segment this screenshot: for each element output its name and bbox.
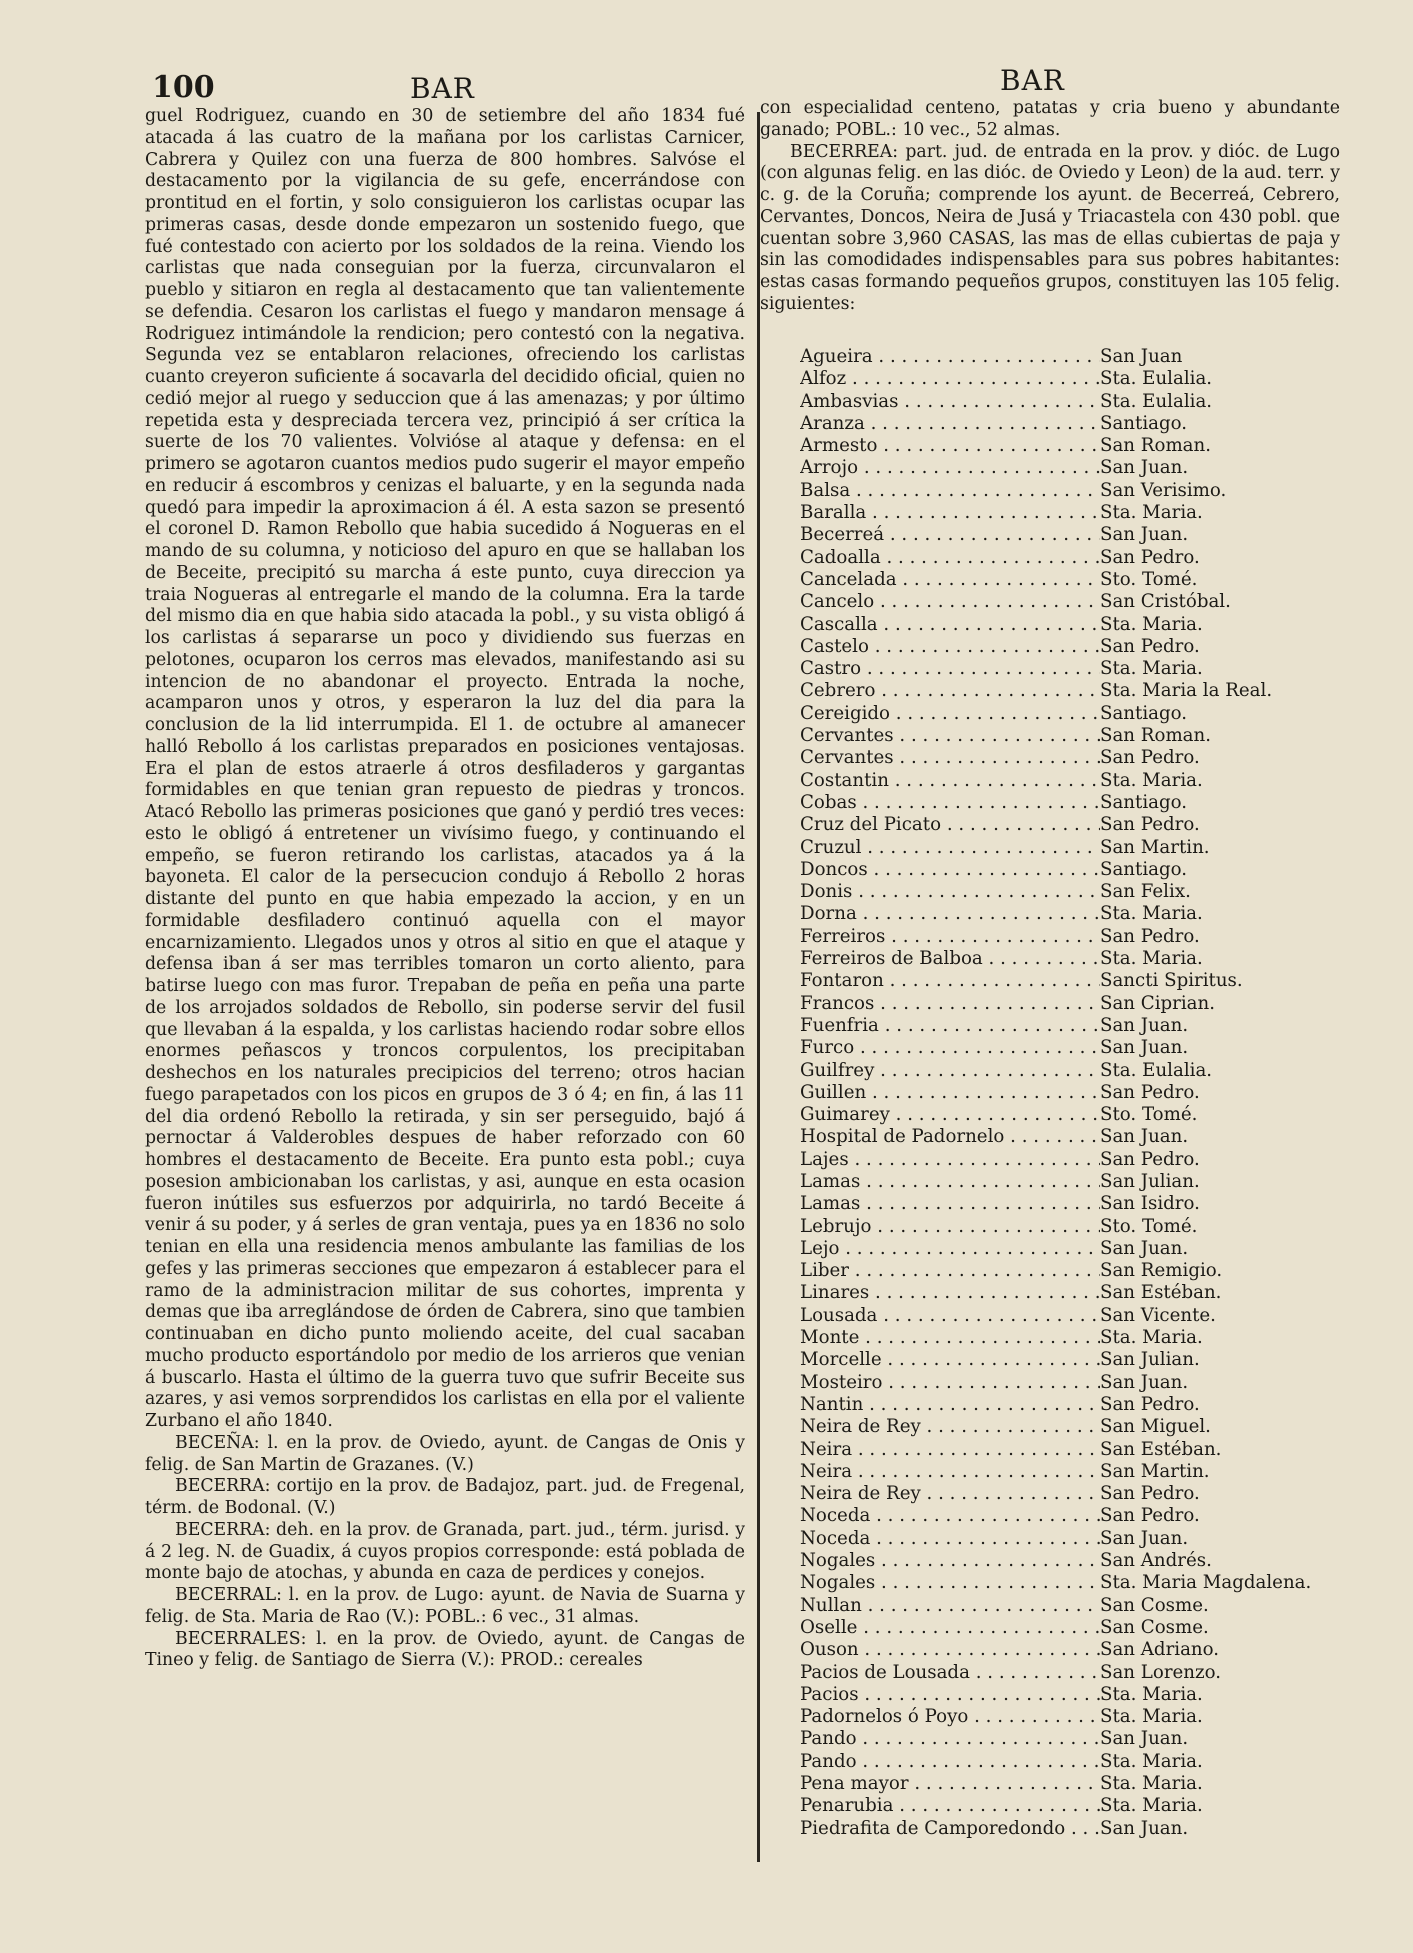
parish-saint: San Pedro.: [1100, 1081, 1200, 1103]
parish-row: [800, 1126, 1360, 1148]
parish-saint: San Pedro.: [1100, 1148, 1200, 1170]
parish-name: Francos . . .: [800, 993, 1100, 1015]
entry-becena: BECEÑA: l. en la prov. de Oviedo, ayunt. de Cangas de Onis y felig. de San Martin de Grazanes. (V.): [145, 1432, 745, 1475]
page-number: 100: [152, 70, 215, 105]
parish-saint: San Estéban.: [1100, 1282, 1222, 1304]
parish-name: Ambasvias . . .: [800, 391, 1100, 413]
parish-row: [800, 881, 1360, 903]
parish-row: [800, 1082, 1360, 1104]
left-running-head: BAR: [410, 72, 475, 105]
parish-saint: Sancti Spiritus.: [1100, 970, 1243, 992]
parish-row: [800, 346, 1360, 368]
parish-saint: San Felix.: [1100, 881, 1191, 903]
parish-row: [800, 457, 1360, 479]
parish-row: [800, 368, 1360, 390]
parish-row: [800, 435, 1360, 457]
parish-name: Neira de Rey . . .: [800, 1483, 1100, 1505]
parish-name: Becerreá . . .: [800, 524, 1100, 546]
parish-saint: San Juan.: [1100, 1237, 1189, 1259]
parish-saint: San Andrés.: [1100, 1550, 1212, 1572]
parish-name: Fuenfria . . .: [800, 1015, 1100, 1037]
parish-row: [800, 1171, 1360, 1193]
parish-name: Ferreiros . . .: [800, 926, 1100, 948]
parish-name: Guillen . . .: [800, 1082, 1100, 1104]
parish-row: [800, 770, 1360, 792]
parish-row: [800, 725, 1360, 747]
parish-name: Pando . . .: [800, 1728, 1100, 1750]
parish-saint: Santiago.: [1100, 791, 1188, 813]
parish-name: Lajes . . .: [800, 1149, 1100, 1171]
parish-row: [800, 1439, 1360, 1461]
parish-saint: Sta. Maria.: [1100, 502, 1203, 524]
parish-saint: Sta. Maria.: [1100, 1706, 1203, 1728]
parish-name: Cervantes . . .: [800, 725, 1100, 747]
parish-saint: Sta. Maria.: [1100, 658, 1203, 680]
parish-row: [800, 903, 1360, 925]
parish-row: [800, 1795, 1360, 1817]
parish-row: [800, 1015, 1360, 1037]
parish-row: [800, 837, 1360, 859]
parish-saint: Sta. Maria.: [1100, 1327, 1203, 1349]
parish-name: Lamas . . .: [800, 1193, 1100, 1215]
parish-saint: San Juan.: [1100, 1728, 1189, 1750]
parish-name: Balsa . . .: [800, 480, 1100, 502]
parish-row: [800, 1282, 1360, 1304]
parish-name: Donis . . .: [800, 881, 1100, 903]
parish-saint: Sta. Maria Magdalena.: [1100, 1572, 1312, 1594]
column-divider: [757, 112, 760, 1862]
parish-row: [800, 680, 1360, 702]
parish-saint: San Pedro.: [1100, 747, 1200, 769]
parish-row: [800, 814, 1360, 836]
entry-becerra-cortijo: BECERRA: cortijo en la prov. de Badajoz, part. jud. de Fregenal, térm. de Bodonal. (V.): [145, 1476, 745, 1518]
parish-row: [800, 1572, 1360, 1594]
parish-name: Neira de Rey . . .: [800, 1416, 1100, 1438]
entry-becerral: BECERRAL: l. en la prov. de Lugo: ayunt. de Navia de Suarna y felig. de Sta. Maria de Rao (V.): POBL.: 6 vec., 31 almas.: [145, 1585, 745, 1627]
parish-saint: Sto. Tomé.: [1100, 1104, 1198, 1126]
parish-saint: Sta. Eulalia.: [1100, 390, 1213, 412]
parish-saint: San Juan.: [1100, 524, 1189, 546]
parish-name: Neira . . .: [800, 1439, 1100, 1461]
right-column: [760, 98, 1340, 316]
parish-saint: San Vicente.: [1100, 1304, 1216, 1326]
parish-row: [800, 1528, 1360, 1550]
parish-row: [800, 1193, 1360, 1215]
parish-saint: San Ciprian.: [1100, 992, 1216, 1014]
parish-name: Doncos . . .: [800, 859, 1100, 881]
parish-saint: San Cosme.: [1100, 1616, 1209, 1638]
parish-saint: San Juan: [1100, 346, 1183, 367]
parish-name: Baralla . . .: [800, 502, 1100, 524]
parish-row: [800, 1483, 1360, 1505]
parish-name: Oselle . . .: [800, 1617, 1100, 1639]
parish-row: [800, 480, 1360, 502]
parish-saint: Sta. Maria.: [1100, 1773, 1203, 1794]
entry-becerra-deh: BECERRA: deh. en la prov. de Granada, part. jud., térm. jurisd. y á 2 leg. N. de Guadix, á cuyos propios corresponde: está poblada de monte bajo de atochas, y abunda en caza de perdices y conejos.: [145, 1519, 745, 1584]
parish-row: [800, 1461, 1360, 1483]
parish-saint: Sta. Maria.: [1100, 1750, 1203, 1772]
parish-row: [800, 1617, 1360, 1639]
parish-saint: San Pedro.: [1100, 925, 1200, 947]
parish-name: Noceda . . .: [800, 1528, 1100, 1550]
parish-row: [800, 1751, 1360, 1773]
parish-name: Nullan . . .: [800, 1595, 1100, 1617]
parish-saint: San Juan.: [1100, 1014, 1189, 1036]
parish-saint: San Adriano.: [1100, 1639, 1220, 1661]
parish-saint: San Roman.: [1100, 435, 1212, 457]
parish-list: [800, 346, 1360, 1840]
parish-name: Cervantes . . .: [800, 747, 1100, 769]
parish-name: Dorna . . .: [800, 903, 1100, 925]
parish-saint: San Estéban.: [1100, 1438, 1222, 1460]
parish-name: Liber . . .: [800, 1260, 1100, 1282]
becerrales-continuation: con especialidad centeno, patatas y cria bueno y abundante ganado; POBL.: 10 vec., 52 almas.: [760, 98, 1340, 140]
parish-row: [800, 636, 1360, 658]
parish-name: Pacios . . .: [800, 1684, 1100, 1706]
parish-row: [800, 1639, 1360, 1661]
parish-row: [800, 524, 1360, 546]
parish-row: [800, 1372, 1360, 1394]
parish-row: [800, 1260, 1360, 1282]
parish-saint: San Cristóbal.: [1100, 591, 1231, 613]
parish-name: Nogales . . .: [800, 1572, 1100, 1594]
parish-saint: San Pedro.: [1100, 1483, 1200, 1505]
parish-name: Ferreiros de Balboa . . .: [800, 948, 1100, 970]
parish-saint: San Julian.: [1100, 1170, 1200, 1192]
parish-name: Nantin . . .: [800, 1394, 1100, 1416]
parish-saint: San Martin.: [1100, 836, 1210, 858]
parish-saint: San Pedro.: [1100, 1505, 1200, 1527]
parish-saint: San Juan.: [1100, 1126, 1189, 1148]
parish-name: Hospital de Padornelo . . .: [800, 1126, 1100, 1148]
parish-row: [800, 658, 1360, 680]
parish-name: Linares . . .: [800, 1282, 1100, 1304]
parish-row: [800, 569, 1360, 591]
parish-row: [800, 1060, 1360, 1082]
parish-name: Cruz del Picato . . .: [800, 814, 1100, 836]
parish-name: Pacios de Lousada . . .: [800, 1662, 1100, 1684]
parish-saint: Sta. Eulalia.: [1100, 368, 1213, 390]
entry-becerrea: BECERREA: part. jud. de entrada en la prov. y dióc. de Lugo (con algunas felig. en las dióc. de Oviedo y Leon) de la aud. terr. y c. g. de la Coruña; comprende los ayunt. de Becerreá, Cebrero, Cervantes, Doncos, Neira de Jusá y Triacastela con 430 pobl. que cuentan sobre 3,960 CASAS, las mas de ellas cubiertas de paja y sin las comodidades indispensables para sus pobres habitantes: estas casas formando pequeños grupos, constituyen las 105 felig. siguientes:: [760, 141, 1340, 314]
parish-row: [800, 1550, 1360, 1572]
parish-name: Lousada . . .: [800, 1305, 1100, 1327]
parish-row: [800, 1349, 1360, 1371]
parish-name: Castelo . . .: [800, 636, 1100, 658]
parish-name: Monte . . .: [800, 1327, 1100, 1349]
parish-row: [800, 1149, 1360, 1171]
parish-name: Padornelos ó Poyo . . .: [800, 1706, 1100, 1728]
parish-saint: Santiago.: [1100, 412, 1188, 434]
parish-name: Morcelle . . .: [800, 1349, 1100, 1371]
parish-row: [800, 747, 1360, 769]
parish-row: [800, 993, 1360, 1015]
parish-name: Arrojo . . .: [800, 457, 1100, 479]
parish-name: Noceda . . .: [800, 1505, 1100, 1527]
parish-saint: Sta. Maria.: [1100, 613, 1203, 635]
parish-row: [800, 1305, 1360, 1327]
parish-saint: Sta. Maria.: [1100, 948, 1203, 970]
parish-row: [800, 1728, 1360, 1750]
parish-name: Pena mayor . . .: [800, 1773, 1100, 1795]
parish-saint: San Juan.: [1100, 1371, 1189, 1393]
parish-saint: San Lorenzo.: [1100, 1661, 1221, 1683]
parish-row: [800, 1773, 1360, 1795]
parish-name: Ouson . . .: [800, 1639, 1100, 1661]
parish-row: [800, 859, 1360, 881]
parish-name: Agueira . . .: [800, 346, 1100, 368]
parish-name: Cadoalla . . .: [800, 547, 1100, 569]
parish-row: [800, 970, 1360, 992]
parish-row: [800, 926, 1360, 948]
parish-row: [800, 1416, 1360, 1438]
beceite-history-text: guel Rodriguez, cuando en 30 de setiembre del año 1834 fué atacada á las cuatro de la mañana por los carlistas Carnicer, Cabrera y Quilez con una fuerza de 800 hombres. Salvóse el destacamento por la vigilancia de su gefe, encerrándose con prontitud en el fortin, y solo consiguieron los carlistas ocupar las primeras casas, desde donde empezaron un sostenido fuego, que fué contestado con acierto por los soldados de la reina. Viendo los carlistas que nada conseguian por la fuerza, circunvalaron el pueblo y sitiaron en regla al destacamento que tan valientemente se defendia. Cesaron los carlistas el fuego y mandaron mensage á Rodriguez intimándole la rendicion; pero contestó con la negativa. Segunda vez se entablaron relaciones, ofreciendo los carlistas cuanto creyeron suficiente á socavarla del decidido oficial, quien no cedió mejor al ruego y seduccion que á las amenazas; y por último repetida esta y despreciada tercera vez, principió á ser crítica la suerte de los 70 valientes. Volvióse al ataque y defensa: en el primero se agotaron cuantos medios pudo sugerir el mayor empeño en reducir á escombros y cenizas el baluarte, y en la segunda nada quedó para impedir la aproximacion á él. A esta sazon se presentó el coronel D. Ramon Rebollo que habia sucedido á Nogueras en el mando de su columna, y noticioso del apuro en que se hallaban los de Beceite, precipitó su marcha á este punto, cuya direccion ya traia Nogueras al entregarle el mando de la columna. Era la tarde del mismo dia en que habia sido atacada la pobl., y su vista obligó á los carlistas á separarse un poco y dividiendo sus fuerzas en pelotones, ocuparon los cerros mas elevados, manifestando asi su intencion de no abandonar el proyecto. Entrada la noche, acamparon unos y otros, y esperaron la luz del dia para la conclusion de la lid interrumpida. El 1. de octubre al amanecer halló Rebollo á los carlistas preparados en posiciones ventajosas. Era el plan de estos atraerle á otros desfiladeros y gargantas formidables en que tenian gran repuesto de piedras y troncos. Atacó Rebollo las primeras posiciones que ganó y perdió tres veces: esto le obligó á entretener un vivísimo fuego, y continuando el empeño, se fueron retirando los carlistas, atacados ya á la bayoneta. El calor de la persecucion condujo á Rebollo 2 horas distante del punto en que habia empezado la accion, y en un formidable desfiladero continuó aquella con el mayor encarnizamiento. Llegados unos y otros al sitio en que el ataque y defensa iban á ser mas terribles tomaron un corto aliento, para batirse luego con mas furor. Trepaban de peña en peña una parte de los arrojados soldados de Rebollo, sin poderse servir del fusil que llevaban á la espalda, y los carlistas haciendo rodar sobre ellos enormes peñascos y troncos corpulentos, los precipitaban deshechos en los naturales precipicios del terreno; otros hacian fuego parapetados con los picos en grupos de 3 ó 4; en fin, á las 11 del dia ordenó Rebollo la retirada, y sin ser perseguido, bajó á pernoctar á Valderobles despues de haber reforzado con 60 hombres el destacamento de Beceite. Era punto esta pobl.; cuya posesion ambicionaban los carlistas, y asi, aunque en esta ocasion fueron inútiles sus esfuerzos por adquirirla, no tardó Beceite á venir á su poder, y á serles de gran ventaja, pues ya en 1836 no solo tenian en ella una residencia menos ambulante las familias de los gefes y las primeras secciones que empezaron á establecer para el ramo de la administracion militar de sus cohortes, imprenta y demas que iba arreglándose de órden de Cabrera, sino que tambien continuaban en dicho punto moliendo aceite, del cual sacaban mucho producto esportándolo por medio de los arrieros que venian á buscarlo. Hasta el último de la guerra tuvo que sufrir Beceite sus azares, y asi vemos sorprendidos los carlistas en ella por el valiente Zurbano el año 1840.: [145, 106, 745, 1431]
parish-name: Pando . . .: [800, 1751, 1100, 1773]
parish-saint: Sta. Maria.: [1100, 903, 1203, 925]
parish-name: Lebrujo . . .: [800, 1216, 1100, 1238]
parish-row: [800, 1327, 1360, 1349]
parish-row: [800, 413, 1360, 435]
parish-saint: San Pedro.: [1100, 635, 1200, 657]
parish-row: [800, 1818, 1360, 1840]
parish-name: Guimarey . . .: [800, 1104, 1100, 1126]
parish-name: Lejo . . .: [800, 1238, 1100, 1260]
parish-name: Alfoz . . .: [800, 368, 1100, 390]
parish-saint: Santiago.: [1100, 858, 1188, 880]
parish-saint: San Remigio.: [1100, 1260, 1223, 1282]
parish-name: Castro . . .: [800, 658, 1100, 680]
parish-saint: Sta. Maria la Real.: [1100, 680, 1273, 702]
parish-row: [800, 591, 1360, 613]
parish-saint: San Miguel.: [1100, 1416, 1211, 1438]
parish-row: [800, 1238, 1360, 1260]
parish-name: Neira . . .: [800, 1461, 1100, 1483]
parish-name: Costantin . . .: [800, 770, 1100, 792]
parish-row: [800, 1662, 1360, 1684]
parish-row: [800, 1037, 1360, 1059]
parish-row: [800, 1104, 1360, 1126]
parish-name: Cobas . . .: [800, 792, 1100, 814]
parish-saint: San Pedro.: [1100, 814, 1200, 836]
parish-saint: Santiago.: [1100, 702, 1188, 724]
parish-saint: San Pedro.: [1100, 1393, 1200, 1415]
parish-saint: Sto. Tomé.: [1100, 568, 1198, 590]
parish-row: [800, 792, 1360, 814]
parish-saint: San Juan.: [1100, 1527, 1189, 1549]
right-running-head: BAR: [1000, 64, 1065, 97]
parish-saint: San Julian.: [1100, 1349, 1200, 1371]
parish-saint: San Pedro.: [1100, 546, 1200, 568]
parish-saint: Sto. Tomé.: [1100, 1215, 1198, 1237]
parish-name: Penarubia . . .: [800, 1795, 1100, 1817]
parish-row: [800, 502, 1360, 524]
parish-name: Guilfrey . . .: [800, 1060, 1100, 1082]
parish-row: [800, 391, 1360, 413]
parish-saint: San Verisimo.: [1100, 479, 1227, 501]
parish-name: Fontaron . . .: [800, 970, 1100, 992]
parish-saint: San Cosme.: [1100, 1594, 1209, 1616]
parish-name: Nogales . . .: [800, 1550, 1100, 1572]
parish-saint: San Juan.: [1100, 1817, 1189, 1839]
parish-name: Cebrero . . .: [800, 680, 1100, 702]
parish-saint: San Juan.: [1100, 457, 1189, 479]
parish-name: Cruzul . . .: [800, 837, 1100, 859]
parish-saint: San Martin.: [1100, 1460, 1210, 1482]
parish-saint: San Roman.: [1100, 725, 1212, 747]
parish-name: Cancelo . . .: [800, 591, 1100, 613]
left-column: [145, 106, 745, 1672]
parish-name: Mosteiro . . .: [800, 1372, 1100, 1394]
parish-saint: Sta. Eulalia.: [1100, 1059, 1213, 1081]
parish-row: [800, 948, 1360, 970]
parish-row: [800, 1394, 1360, 1416]
parish-row: [800, 1505, 1360, 1527]
parish-name: Cereigido . . .: [800, 703, 1100, 725]
parish-row: [800, 1706, 1360, 1728]
parish-saint: Sta. Maria.: [1100, 769, 1203, 791]
parish-row: [800, 1216, 1360, 1238]
parish-name: Cascalla . . .: [800, 614, 1100, 636]
parish-row: [800, 1595, 1360, 1617]
parish-row: [800, 1684, 1360, 1706]
parish-saint: Sta. Maria.: [1100, 1795, 1203, 1817]
parish-row: [800, 614, 1360, 636]
parish-name: Cancelada . . .: [800, 569, 1100, 591]
parish-row: [800, 703, 1360, 725]
parish-row: [800, 547, 1360, 569]
parish-saint: San Juan.: [1100, 1037, 1189, 1059]
entry-becerrales: BECERRALES: l. en la prov. de Oviedo, ayunt. de Cangas de Tineo y felig. de Santiago de Sierra (V.): PROD.: cereales: [145, 1628, 745, 1671]
parish-name: Armesto . . .: [800, 435, 1100, 457]
parish-saint: San Isidro.: [1100, 1193, 1200, 1215]
parish-name: Lamas . . .: [800, 1171, 1100, 1193]
parish-saint: Sta. Maria.: [1100, 1683, 1203, 1705]
parish-name: Aranza . . .: [800, 413, 1100, 435]
parish-name: Piedrafita de Camporedondo . . .: [800, 1818, 1100, 1840]
parish-name: Furco . . .: [800, 1037, 1100, 1059]
